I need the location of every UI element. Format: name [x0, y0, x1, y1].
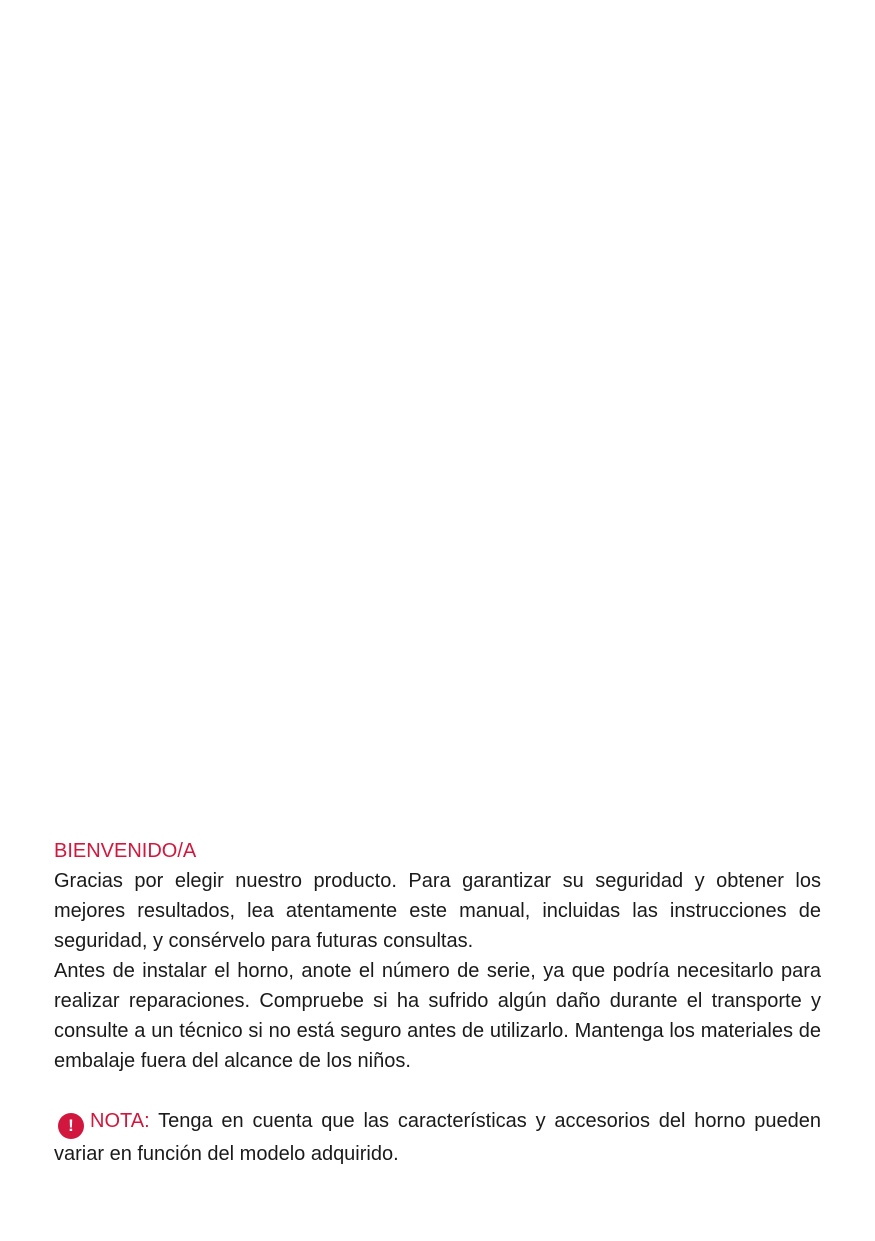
welcome-heading: BIENVENIDO/A [54, 840, 197, 862]
intro-paragraph: Gracias por elegir nuestro producto. Para garantizar su seguridad y obtener los mejores resultados, lea atentamente este manual, incluidas las instrucciones de seguridad, y consérvelo para futuras consultas. [54, 870, 821, 952]
note-label: NOTA: [90, 1110, 150, 1132]
welcome-section [54, 836, 821, 1169]
installation-paragraph: Antes de instalar el horno, anote el número de serie, ya que podría necesitarlo para realizar reparaciones. Compruebe si ha sufrido algún daño durante el transporte y consulte a un técnico si no está seguro antes de utilizarlo. Mantenga los materiales de embalaje fuera del alcance de los niños. [54, 960, 821, 1072]
exclamation-icon: ! [58, 1113, 84, 1139]
note-block [54, 1106, 821, 1169]
note-text: Tenga en cuenta que las características y accesorios del horno pueden variar en función del modelo adquirido. [54, 1110, 821, 1165]
